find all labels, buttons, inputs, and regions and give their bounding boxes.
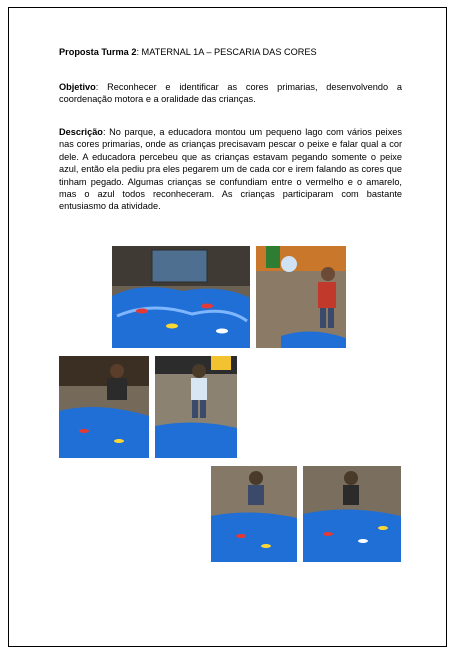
title-label: Proposta Turma 2 [59,47,137,57]
objective-text: : Reconhecer e identificar as cores primarias, desenvolvendo a coordenação motora e a oralidade das crianças. [59,82,402,105]
activity-photo-5 [211,466,297,562]
activity-photo-6 [303,466,401,562]
title-text: : MATERNAL 1A – PESCARIA DAS CORES [136,47,317,57]
description-label: Descrição [59,127,103,137]
description-paragraph [59,126,402,213]
objective-paragraph [59,81,402,106]
activity-photo-2 [256,246,346,348]
activity-photo-3 [59,356,149,458]
activity-photo-1 [112,246,250,348]
document-title [59,46,402,58]
description-text: : No parque, a educadora montou um pequeno lago com vários peixes nas cores primarias, onde as crianças precisavam pescar o peixe e falar qual a cor dele. A educadora percebeu que as crianças estavam pegando somente o peixe azul, então ela pediu pra eles pegarem um de cada cor e irem falando as cores que tinham pegado. Algumas crianças se confundiam entre o vermelho e o amarelo, mas o azul todos reconheceram. As crianças participaram com bastante entusiasmo da atividade. [59,127,402,212]
activity-photo-4 [155,356,237,458]
document-page [8,7,447,647]
objective-label: Objetivo [59,82,96,92]
